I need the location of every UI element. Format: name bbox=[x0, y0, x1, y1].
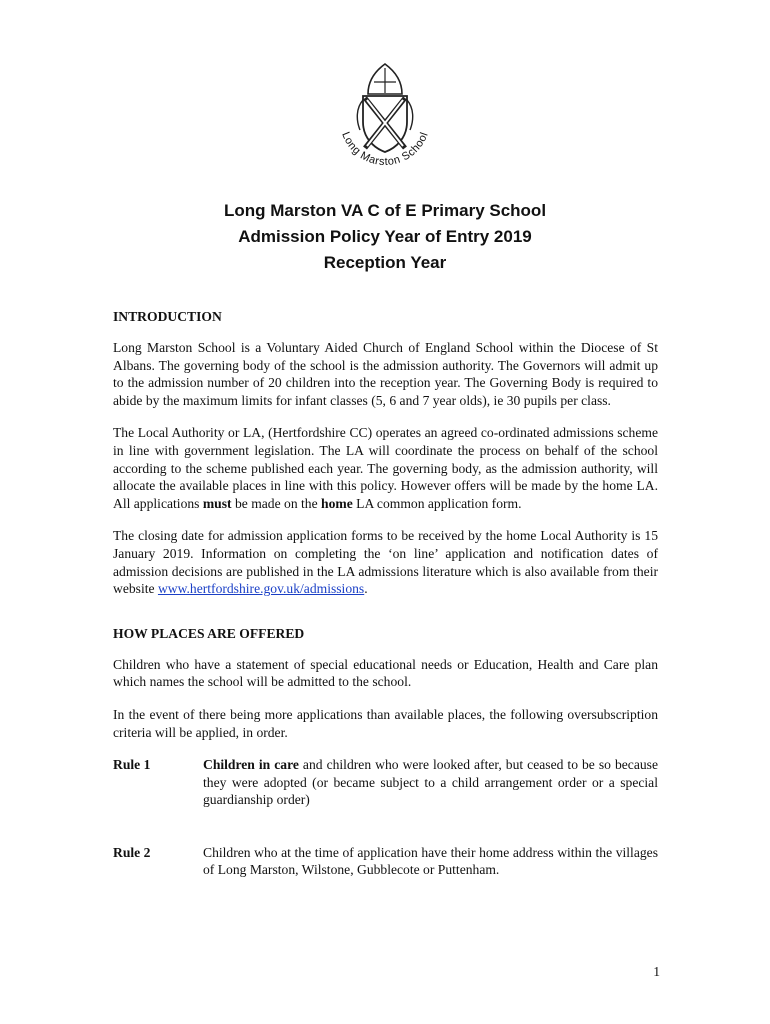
rule-2 bbox=[113, 844, 658, 879]
places-paragraph-1: Children who have a statement of special educational needs or Education, Health and Care plan which names the school will be admitted to the school. bbox=[113, 656, 658, 690]
title-policy: Admission Policy Year of Entry 2019 bbox=[238, 227, 532, 246]
introduction-heading: INTRODUCTION bbox=[113, 309, 222, 324]
admissions-website-link[interactable]: www.hertfordshire.gov.uk/admissions bbox=[157, 581, 365, 597]
intro-paragraph-2: The Local Authority or LA, (Hertfordshire CC) operates an agreed co-ordinated admissions scheme in line with government legislation. The LA will coordinate the process on behalf of the school according to the scheme published each year. The governing body, as the admission authority, will allocate the available places in line with this policy. However offers will be made by the home LA. All applications must be made on the home LA common application form. bbox=[113, 425, 658, 511]
rule-1-text: Children in care and children who were looked after, but ceased to be so because they were adopted (or became subject to a child arrangement order or a special guardianship order) bbox=[203, 757, 658, 808]
page-number: 1 bbox=[653, 964, 660, 979]
rule-1-label: Rule 1 bbox=[113, 757, 151, 773]
svg-text:Long Marston School: Long Marston School bbox=[339, 130, 431, 169]
rule-2-label: Rule 2 bbox=[113, 844, 151, 860]
rule-1 bbox=[113, 756, 658, 809]
intro-paragraph-1: Long Marston School is a Voluntary Aided Church of England School within the Diocese of St Albans. The governing body of the school is the admission authority. The Governors will admit up to the admission number of 20 children into the reception year. The Governing Body is required to abide by the maximum limits for infant classes (5, 6 and 7 year olds), ie 30 pupils per class. bbox=[113, 340, 658, 408]
document-title bbox=[0, 198, 770, 276]
document-body bbox=[113, 308, 658, 894]
title-year: Reception Year bbox=[323, 253, 447, 272]
intro-paragraph-3: The closing date for admission application forms to be received by the home Local Authority is 15 January 2019. Information on completing the ‘on line’ application and notification dates of admission decisions are published in the LA admissions literature which is also available from their website www.hertfordshire.gov.uk/admissions. bbox=[113, 528, 658, 597]
title-school-name: Long Marston VA C of E Primary School bbox=[223, 201, 547, 220]
places-heading: HOW PLACES ARE OFFERED bbox=[113, 625, 305, 641]
rule-2-text: Children who at the time of application have their home address within the villages of Long Marston, Wilstone, Gubblecote or Puttenham. bbox=[203, 844, 658, 878]
school-crest-logo bbox=[330, 60, 440, 185]
places-paragraph-2: In the event of there being more applications than available places, the following oversubscription criteria will be applied, in order. bbox=[113, 706, 658, 740]
